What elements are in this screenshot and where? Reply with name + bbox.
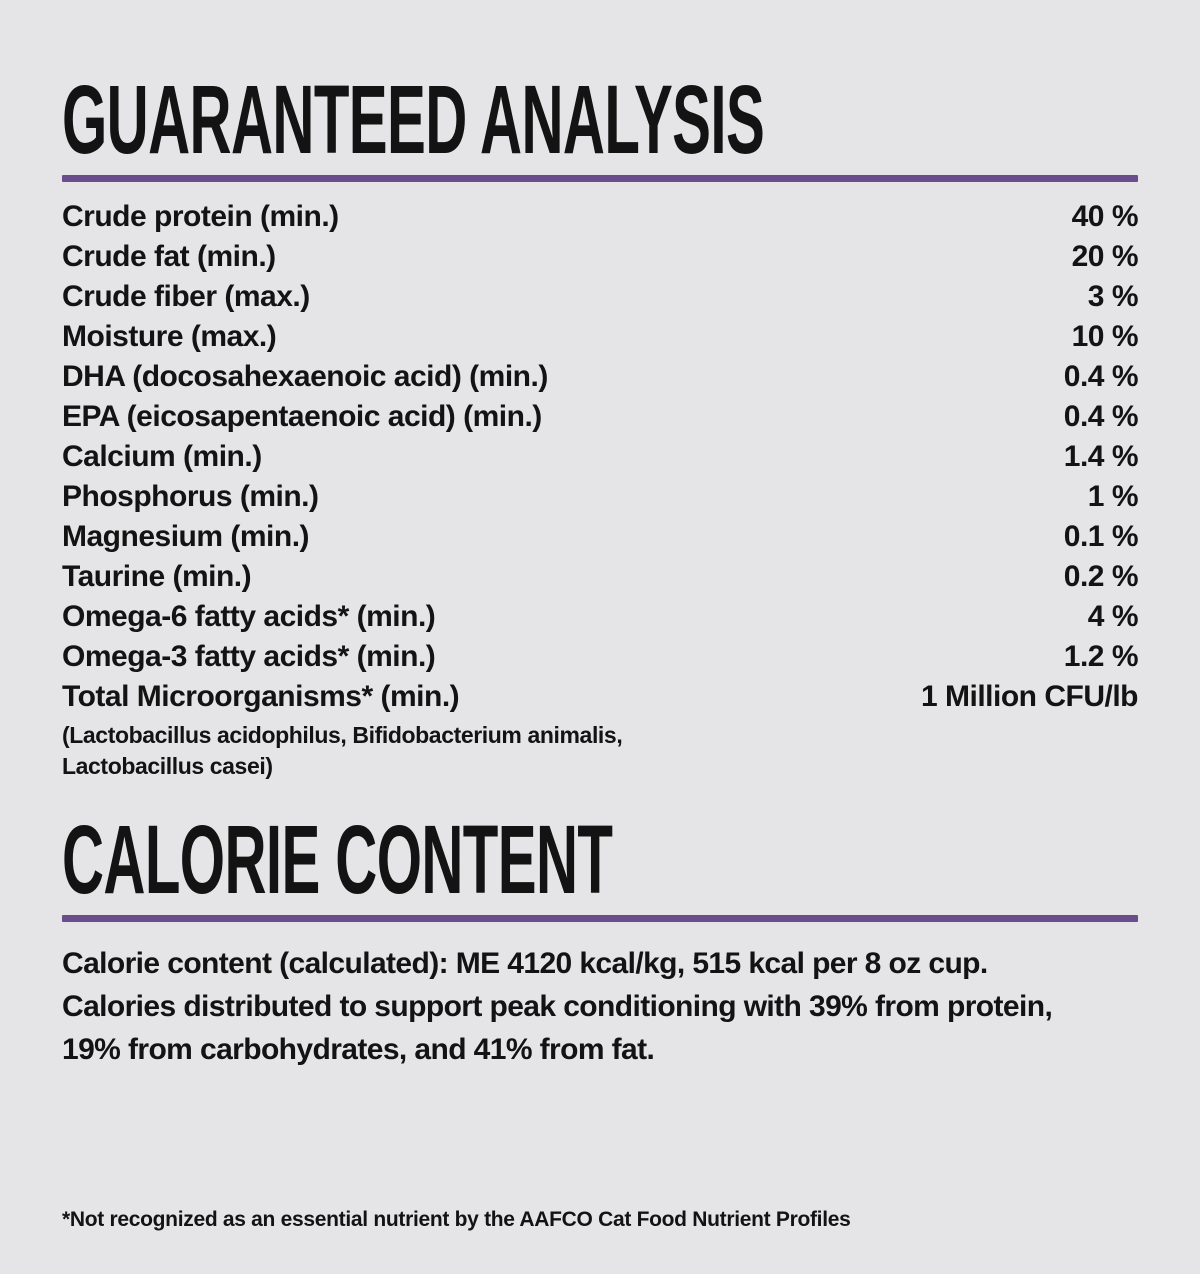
nutrient-label: Magnesium (min.) <box>62 520 310 553</box>
table-row <box>62 677 1138 717</box>
nutrient-label: Total Microorganisms* (min.) <box>62 680 460 713</box>
table-row <box>62 637 1138 677</box>
nutrient-value: 1.4 % <box>1063 440 1138 473</box>
guaranteed-analysis-section <box>62 65 1138 782</box>
nutrient-value: 0.4 % <box>1063 360 1138 393</box>
nutrition-label-page <box>0 65 1200 1274</box>
calorie-content-paragraph <box>62 942 1138 1071</box>
calorie-content-title-text: CALORIE CONTENT <box>62 805 613 914</box>
table-row <box>62 517 1138 557</box>
nutrient-value: 20 % <box>1071 240 1138 273</box>
nutrient-value: 0.2 % <box>1063 560 1138 593</box>
nutrient-label: Omega-6 fatty acids* (min.) <box>62 600 436 633</box>
nutrient-value: 40 % <box>1071 200 1138 233</box>
table-row <box>62 357 1138 397</box>
guaranteed-analysis-title-text: GUARANTEED ANALYSIS <box>62 65 765 174</box>
nutrient-value: 4 % <box>1087 600 1138 633</box>
nutrient-label: Calcium (min.) <box>62 440 262 473</box>
table-row <box>62 437 1138 477</box>
guaranteed-analysis-title <box>62 65 1138 174</box>
nutrient-label: Phosphorus (min.) <box>62 480 319 513</box>
nutrient-label: DHA (docosahexaenoic acid) (min.) <box>62 360 548 393</box>
nutrient-label: Taurine (min.) <box>62 560 252 593</box>
table-row <box>62 597 1138 637</box>
calorie-content-section <box>62 805 1138 1071</box>
nutrient-label: Crude fiber (max.) <box>62 280 310 313</box>
nutrient-label: Omega-3 fatty acids* (min.) <box>62 640 436 673</box>
nutrient-value: 0.4 % <box>1063 400 1138 433</box>
table-row <box>62 277 1138 317</box>
table-row <box>62 397 1138 437</box>
nutrient-label: EPA (eicosapentaenoic acid) (min.) <box>62 400 542 433</box>
nutrient-value: 1 Million CFU/lb <box>921 680 1138 713</box>
nutrient-value: 10 % <box>1071 320 1138 353</box>
nutrient-label: Crude protein (min.) <box>62 200 339 233</box>
aafco-footnote: *Not recognized as an essential nutrient by the AAFCO Cat Food Nutrient Profiles <box>62 1208 851 1231</box>
nutrient-label: Moisture (max.) <box>62 320 277 353</box>
calorie-paragraph-line: Calorie content (calculated): ME 4120 kcal/kg, 515 kcal per 8 oz cup. <box>62 947 988 980</box>
nutrient-value: 1.2 % <box>1063 640 1138 673</box>
section-divider <box>62 915 1138 922</box>
nutrient-label: Crude fat (min.) <box>62 240 276 273</box>
table-row <box>62 317 1138 357</box>
nutrient-table <box>62 197 1138 717</box>
calorie-paragraph-line: 19% from carbohydrates, and 41% from fat. <box>62 1033 655 1066</box>
microorganism-note-line: (Lactobacillus acidophilus, Bifidobacterium animalis, <box>62 722 623 748</box>
nutrient-value: 1 % <box>1087 480 1138 513</box>
microorganism-species-note <box>62 720 1138 782</box>
nutrient-value: 3 % <box>1087 280 1138 313</box>
nutrient-value: 0.1 % <box>1063 520 1138 553</box>
microorganism-note-line: Lactobacillus casei) <box>62 753 273 779</box>
table-row <box>62 197 1138 237</box>
section-divider <box>62 175 1138 182</box>
calorie-content-title <box>62 805 1138 914</box>
table-row <box>62 237 1138 277</box>
calorie-paragraph-line: Calories distributed to support peak conditioning with 39% from protein, <box>62 990 1053 1023</box>
table-row <box>62 557 1138 597</box>
table-row <box>62 477 1138 517</box>
